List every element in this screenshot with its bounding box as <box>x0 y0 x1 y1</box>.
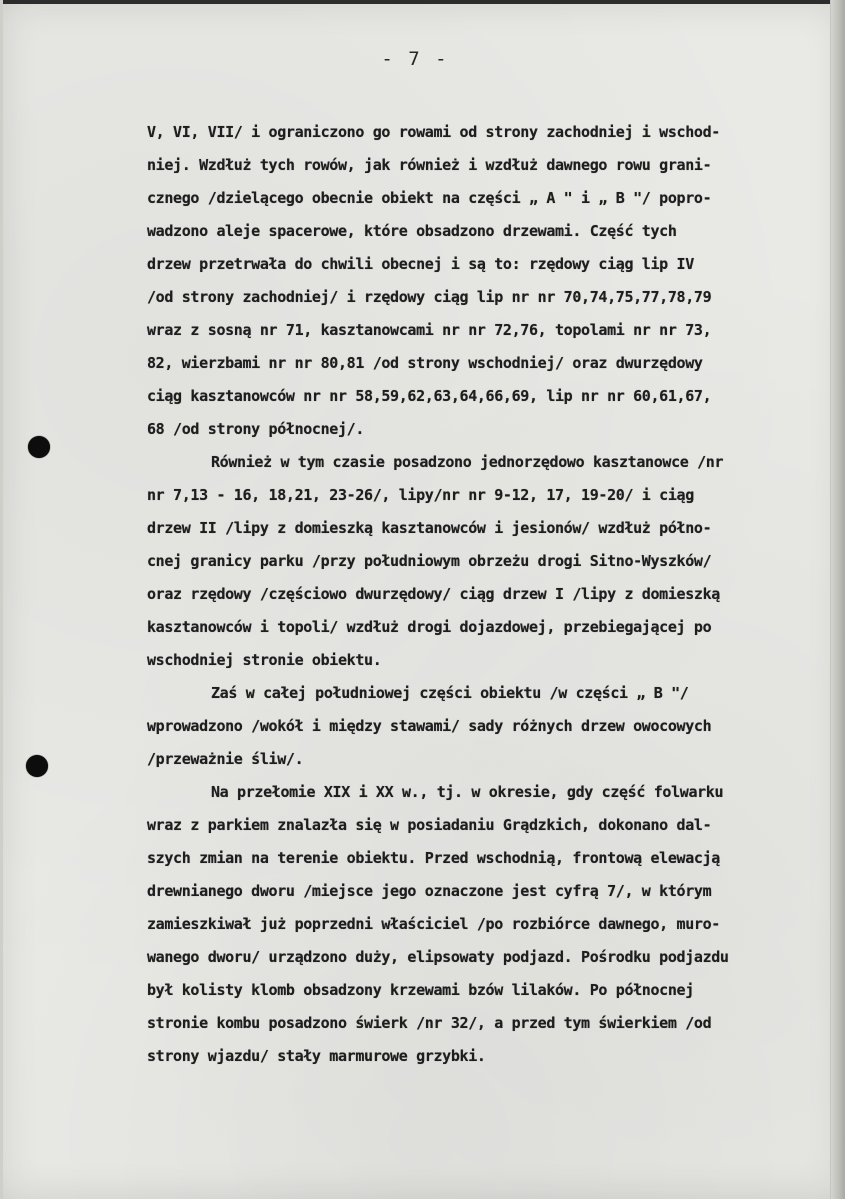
punch-hole <box>28 436 50 458</box>
text-line: oraz rzędowy /częściowo dwurzędowy/ ciąg drzew I /lipy z domieszką <box>147 585 720 603</box>
page-number: - 7 - <box>381 48 449 70</box>
text-line: drewnianego dworu /miejsce jego oznaczone jest cyfrą 7/, w którym <box>147 882 712 900</box>
text-line: cznego /dzielącego obecnie obiekt na części „ A " i „ B "/ popro- <box>147 189 712 207</box>
text-line: kasztanowców i topoli/ wzdłuż drogi dojazdowej, przebiegającej po <box>147 618 712 636</box>
text-line: drzew przetrwała do chwili obecnej i są to: rzędowy ciąg lip IV <box>147 255 694 273</box>
text-line: niej. Wzdłuż tych rowów, jak również i wzdłuż dawnego rowu grani- <box>147 156 712 174</box>
text-line: wraz z parkiem znalazła się w posiadaniu Grądzkich, dokonano dal- <box>147 816 712 834</box>
text-line: wanego dworu/ urządzono duży, elipsowaty podjazd. Pośrodku podjazdu <box>147 948 729 966</box>
paragraph-first-line: Zaś w całej południowej części obiektu /w części „ B "/ <box>211 684 689 702</box>
text-line: wprowadzono /wokół i między stawami/ sady różnych drzew owocowych <box>147 717 712 735</box>
text-line: nr 7,13 - 16, 18,21, 23-26/, lipy/nr nr 9-12, 17, 19-20/ i ciąg <box>147 486 694 504</box>
paragraph-first-line: Również w tym czasie posadzono jednorzędowo kasztanowce /nr <box>211 453 724 471</box>
text-line: wschodniej stronie obiektu. <box>147 651 382 669</box>
body-text <box>147 116 845 1073</box>
text-line: był kolisty klomb obsadzony krzewami bzów lilaków. Po północnej <box>147 981 694 999</box>
text-line: stronie kombu posadzono świerk /nr 32/, a przed tym świerkiem /od <box>147 1014 712 1032</box>
text-line: wadzono aleje spacerowe, które obsadzono drzewami. Część tych <box>147 222 677 240</box>
text-line: /przeważnie śliw/. <box>147 750 304 768</box>
text-line: drzew II /lipy z domieszką kasztanowców i jesionów/ wzdłuż półno- <box>147 519 712 537</box>
text-line: wraz z sosną nr 71, kasztanowcami nr nr 72,76, topolami nr nr 73, <box>147 321 712 339</box>
text-line: szych zmian na terenie obiektu. Przed wschodnią, frontową elewacją <box>147 849 720 867</box>
page-top-edge <box>0 0 845 4</box>
text-line: 82, wierzbami nr nr 80,81 /od strony wschodniej/ oraz dwurzędowy <box>147 354 703 372</box>
text-line: strony wjazdu/ stały marmurowe grzybki. <box>147 1047 486 1065</box>
punch-hole <box>26 755 48 777</box>
text-line: cnej granicy parku /przy południowym obrzeżu drogi Sitno-Wyszków/ <box>147 552 712 570</box>
page-left-edge <box>0 0 3 1199</box>
paragraph-first-line: Na przełomie XIX i XX w., tj. w okresie, gdy część folwarku <box>211 783 724 801</box>
text-line: /od strony zachodniej/ i rzędowy ciąg lip nr nr 70,74,75,77,78,79 <box>147 288 712 306</box>
text-line: zamieszkiwał już poprzedni właściciel /po rozbiórce dawnego, muro- <box>147 915 720 933</box>
text-line: 68 /od strony północnej/. <box>147 420 365 438</box>
text-line: ciąg kasztanowców nr nr 58,59,62,63,64,66,69, lip nr nr 60,61,67, <box>147 387 712 405</box>
text-line: V, VI, VII/ i ograniczono go rowami od strony zachodniej i wschod- <box>147 123 720 141</box>
